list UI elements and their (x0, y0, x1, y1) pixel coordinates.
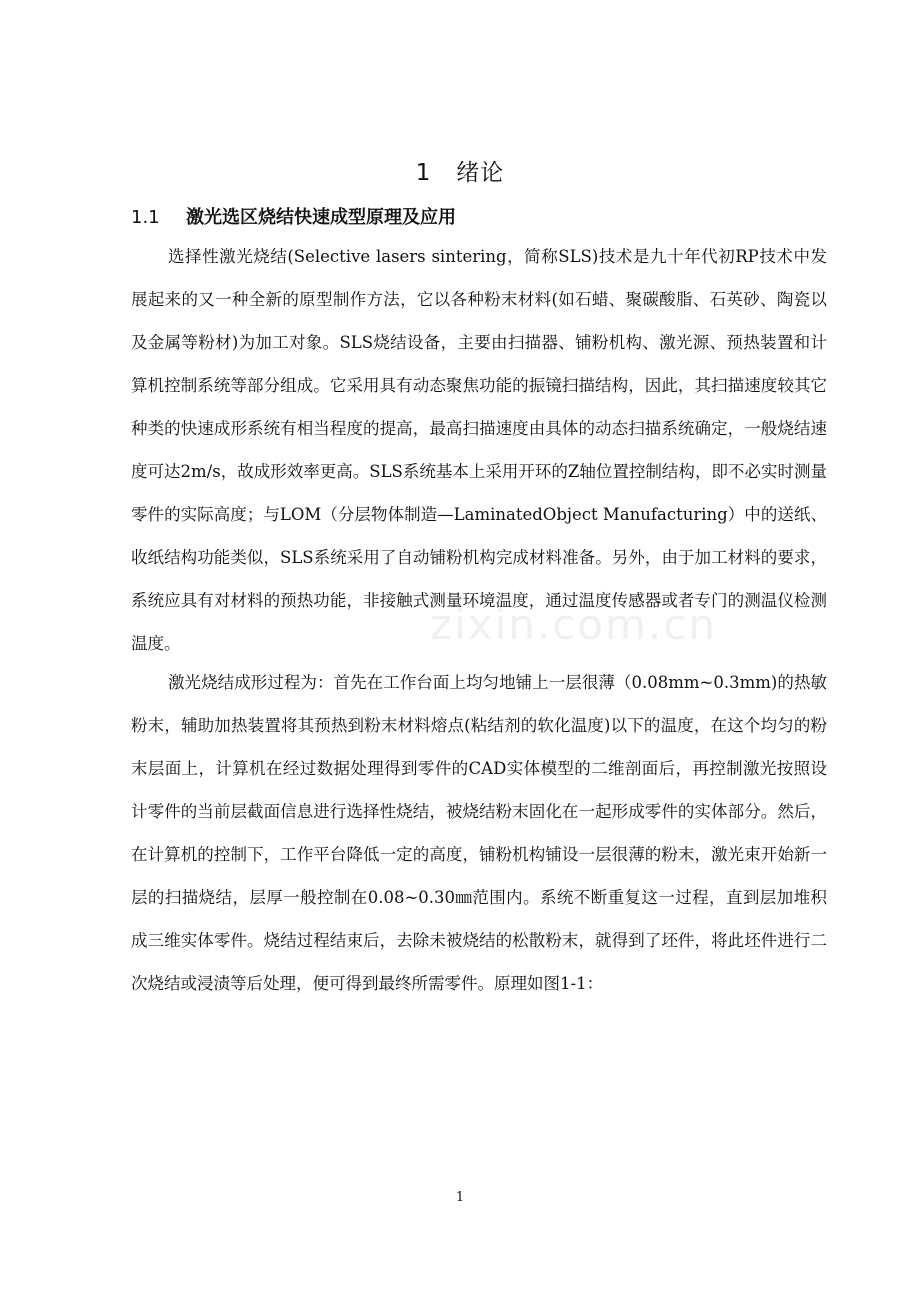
section-title: 激光选区烧结快速成型原理及应用 (186, 207, 456, 228)
paragraph-sls-process: 激光烧结成形过程为：首先在工作台面上均匀地铺上一层很薄（0.08mm~0.3mm)的热敏粉末，辅助加热装置将其预热到粉末材料熔点(粘结剂的软化温度)以下的温度，在这个均匀的粉末层面上，计算机在经过数据处理得到零件的CAD实体模型的二维剖面后，再控制激光按照设计零件的当前层截面信息进行选择性烧结，被烧结粉末固化在一起形成零件的实体部分。然后，在计算机的控制下，工作平台降低一定的高度，铺粉机构铺设一层很薄的粉末，激光束开始新一层的扫描烧结，层厚一般控制在0.08~0.30㎜范围内。系统不断重复这一过程，直到层加堆积成三维实体零件。烧结过程结束后，去除未被烧结的松散粉末，就得到了坯件，将此坯件进行二次烧结或浸渍等后处理，便可得到最终所需零件。原理如图1-1： (131, 673, 827, 993)
section-heading (131, 203, 456, 229)
page-number: 1 (455, 1190, 465, 1205)
chapter-title: 1 绪论 (415, 160, 505, 186)
watermark: zixin.com.cn (430, 600, 717, 649)
paragraph-sls-intro: 选择性激光烧结(Selective lasers sintering，简称SLS)技术是九十年代初RP技术中发展起来的又一种全新的原型制作方法，它以各种粉末材料(如石蜡、聚碳酸脂、石英砂、陶瓷以及金属等粉材)为加工对象。SLS烧结设备，主要由扫描器、铺粉机构、激光源、预热装置和计算机控制系统等部分组成。它采用具有动态聚焦功能的振镜扫描结构，因此，其扫描速度较其它种类的快速成形系统有相当程度的提高，最高扫描速度由具体的动态扫描系统确定，一般烧结速度可达2m/s，故成形效率更高。SLS系统基本上采用开环的Z轴位置控制结构，即不必实时测量零件的实际高度；与LOM（分层物体制造—LaminatedObject Manufacturing）中的送纸、收纸结构功能类似，SLS系统采用了自动铺粉机构完成材料准备。另外，由于加工材料的要求，系统应具有对材料的预热功能，非接触式测量环境温度，通过温度传感器或者专门的测温仪检测温度。 (131, 247, 827, 653)
section-number: 1.1 (131, 207, 160, 228)
